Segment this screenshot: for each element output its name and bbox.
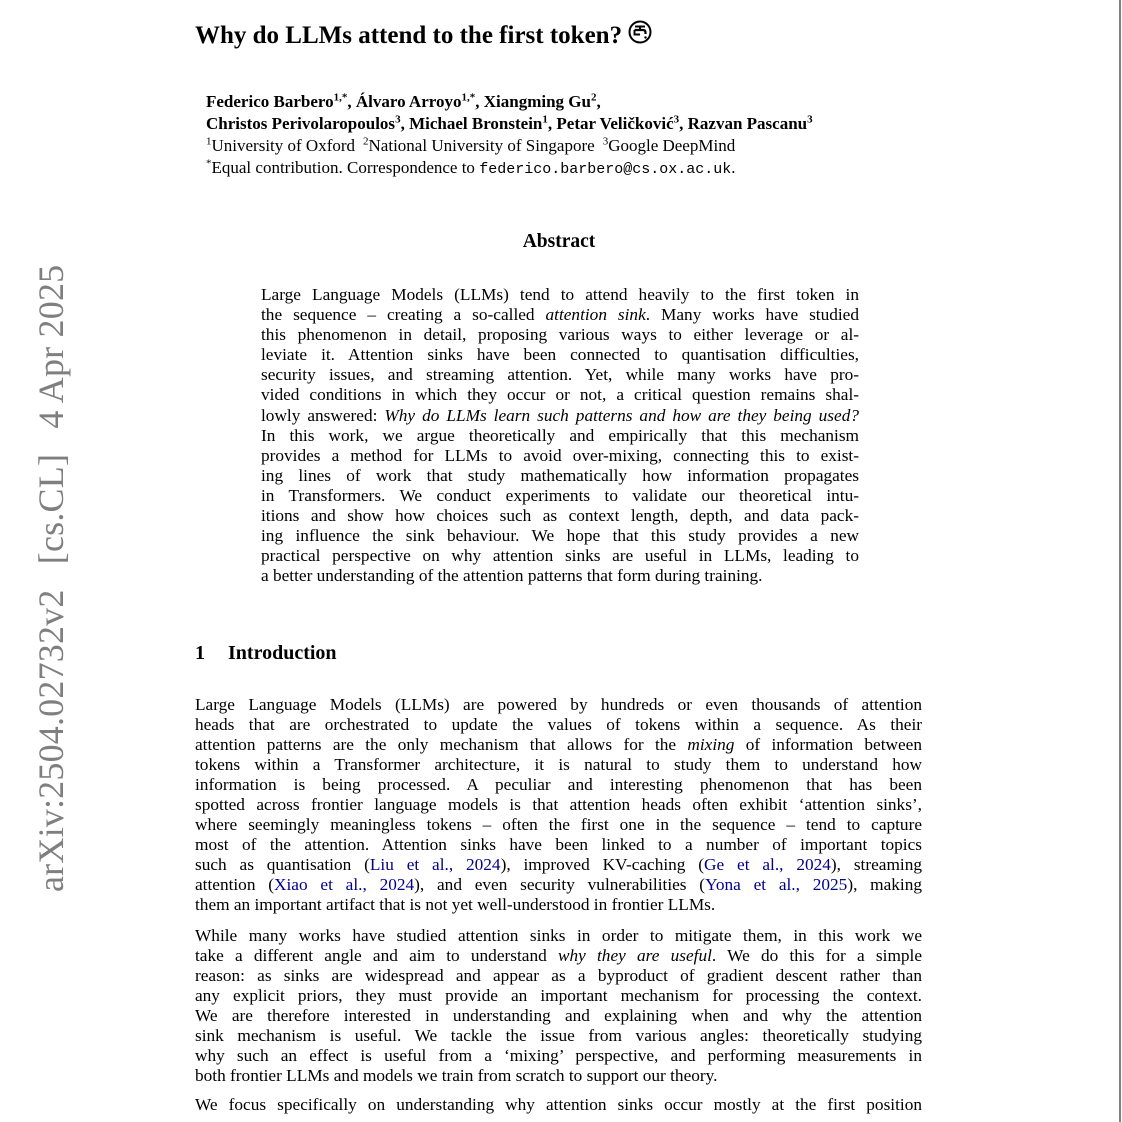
author-separator: , — [547, 114, 557, 133]
page-right-border — [1119, 0, 1121, 1122]
author-affiliation-marker: 1,* — [333, 91, 348, 104]
text-line: the sequence – creating a so-called attention sink. Many works have studied — [261, 305, 859, 325]
emphasis-text: mixing — [687, 735, 735, 755]
author-name: Christos Perivolaropoulos — [206, 114, 396, 133]
affiliations — [206, 135, 813, 157]
text-line: most of the attention. Attention sinks have been linked to a number of important topics — [195, 835, 922, 855]
affiliation-marker: 3 — [602, 135, 609, 148]
intro-paragraph-3 — [195, 1095, 922, 1115]
section-title: Introduction — [228, 642, 337, 664]
text-line: We are therefore interested in understanding and explaining when and why the attention — [195, 1006, 922, 1026]
paper-title — [195, 22, 652, 51]
author-name: Xiangming Gu — [483, 92, 591, 111]
text-line: information is being processed. A peculiar and interesting phenomenon that has been — [195, 775, 922, 795]
text-line: reason: as sinks are widespread and appear as a byproduct of gradient descent rather than — [195, 966, 922, 986]
author-affiliation-marker: 2 — [590, 91, 597, 104]
text-line: both frontier LLMs and models we train from scratch to support our theory. — [195, 1066, 718, 1086]
text-line: this phenomenon in detail, proposing various ways to either leverage or al- — [261, 325, 859, 345]
author-affiliation-marker: 1,* — [461, 91, 476, 104]
text-line: Large Language Models (LLMs) tend to attend heavily to the first token in — [261, 285, 859, 304]
text-line: In this work, we argue theoretically and empirically that this mechanism — [261, 425, 859, 445]
text-line: a better understanding of the attention patterns that form during training. — [261, 566, 763, 586]
text-line: tokens within a Transformer architecture, it is natural to study them to understand how — [195, 755, 922, 775]
text-line: security issues, and streaming attention. Yet, while many works have pro- — [261, 365, 859, 385]
affiliation — [603, 136, 736, 155]
affiliation-marker: 1 — [206, 135, 212, 148]
citation-link[interactable]: Ge et al., 2024 — [704, 855, 831, 875]
emphasis-text: Why do LLMs learn such patterns and how are they being used? — [384, 405, 859, 425]
author-separator: , — [679, 114, 688, 133]
text-line: any explicit priors, they must provide an important mechanism for processing the context. — [195, 986, 922, 1006]
affiliation-name: Google DeepMind — [608, 136, 736, 155]
sink-faucet-icon — [628, 20, 652, 51]
text-line: take a different angle and aim to understand why they are useful. We do this for a simple — [195, 946, 922, 966]
arxiv-category: [cs.CL] — [31, 453, 71, 565]
text-line: leviate it. Attention sinks have been connected to quantisation difficulties, — [261, 345, 859, 365]
note-end: . — [731, 158, 736, 177]
text-line: While many works have studied attention sinks in order to mitigate them, in this work we — [195, 926, 922, 945]
author-affiliation-marker: 3 — [807, 113, 813, 126]
affiliation — [363, 136, 595, 155]
text-line: why such an effect is useful from a ‘mixing’ perspective, and performing measurements in — [195, 1046, 922, 1066]
author-line-2 — [206, 113, 813, 135]
author-name: Razvan Pascanu — [687, 114, 808, 133]
intro-paragraph-1 — [195, 695, 922, 916]
text-line: attention patterns are the only mechanism that allows for the mixing of information between — [195, 735, 922, 755]
author-name: Álvaro Arroyo — [355, 92, 462, 111]
text-line: practical perspective on why attention sinks are useful in LLMs, leading to — [261, 546, 859, 566]
text-line: attention (Xiao et al., 2024), and even security vulnerabilities (Yona et al., 2025), making — [195, 875, 923, 895]
affiliation — [206, 136, 355, 155]
affiliation-name: National University of Singapore — [368, 136, 595, 155]
author-line-1 — [206, 91, 813, 113]
author-separator: , — [475, 92, 484, 111]
emphasis-text: why they are useful — [557, 946, 712, 966]
text-line: where seemingly meaningless tokens – often the first one in the sequence – tend to capture — [195, 815, 922, 835]
text-line: provides a method for LLMs to avoid over-mixing, connecting this to exist- — [261, 445, 859, 465]
text-line: such as quantisation (Liu et al., 2024), improved KV-caching (Ge et al., 2024), streaming — [195, 855, 922, 875]
text-line: Large Language Models (LLMs) are powered by hundreds or even thousands of attention — [195, 695, 922, 714]
affiliation-marker: 2 — [363, 135, 369, 148]
contribution-note — [206, 157, 813, 181]
citation-link[interactable]: Yona et al., 2025 — [705, 875, 848, 895]
arxiv-date: 4 Apr 2025 — [31, 264, 71, 429]
paper-title-text: Why do LLMs attend to the first token? — [195, 22, 623, 49]
text-line: We focus specifically on understanding why attention sinks occur mostly at the first position — [195, 1095, 922, 1114]
author-separator: , — [400, 114, 410, 133]
text-line: heads that are orchestrated to update the values of tokens within a sequence. As their — [195, 715, 922, 735]
note-text: Equal contribution. Correspondence to — [211, 158, 480, 177]
text-line: sink mechanism is useful. We tackle the issue from various angles: theoretically studying — [195, 1026, 922, 1046]
abstract-heading: Abstract — [522, 231, 596, 252]
author-name: Petar Veličković — [556, 114, 674, 133]
author-affiliation-marker: 3 — [673, 113, 680, 126]
text-line: vided conditions in which they occur or not, a critical question remains shal- — [261, 385, 859, 405]
author-name: Federico Barbero — [206, 92, 334, 111]
emphasis-text: attention sink — [545, 305, 646, 325]
text-line: spotted across frontier language models is that attention heads often exhibit ‘attention sinks’, — [195, 795, 922, 815]
author-affiliation-marker: 3 — [395, 113, 401, 126]
author-separator: , — [596, 92, 601, 111]
arxiv-identifier-stamp — [30, 249, 72, 892]
note-marker: * — [206, 157, 212, 170]
text-line: them an important artifact that is not yet well-understood in frontier LLMs. — [195, 895, 716, 915]
text-line: in Transformers. We conduct experiments to validate our theoretical intu- — [261, 485, 859, 505]
author-separator: , — [347, 92, 356, 111]
correspondence-email[interactable]: federico.barbero@cs.ox.ac.uk — [479, 161, 732, 178]
author-name: Michael Bronstein — [409, 114, 543, 133]
author-block — [206, 91, 813, 181]
section-heading-introduction — [195, 642, 337, 665]
citation-link[interactable]: Liu et al., 2024 — [369, 855, 501, 875]
affiliation-name: University of Oxford — [211, 136, 356, 155]
author-affiliation-marker: 1 — [542, 113, 548, 126]
text-line: itions and show how choices such as context length, depth, and data pack- — [261, 506, 859, 526]
citation-link[interactable]: Xiao et al., 2024 — [274, 875, 415, 895]
text-line: ing lines of work that study mathematically how information propagates — [261, 465, 859, 485]
arxiv-id: arXiv:2504.02732v2 — [31, 589, 71, 892]
text-line: ing influence the sink behaviour. We hope that this study provides a new — [261, 526, 859, 546]
intro-paragraph-2 — [195, 926, 922, 1086]
text-line: lowly answered: Why do LLMs learn such patterns and how are they being used? — [261, 405, 859, 425]
abstract-body — [261, 285, 859, 586]
section-number: 1 — [195, 642, 205, 664]
